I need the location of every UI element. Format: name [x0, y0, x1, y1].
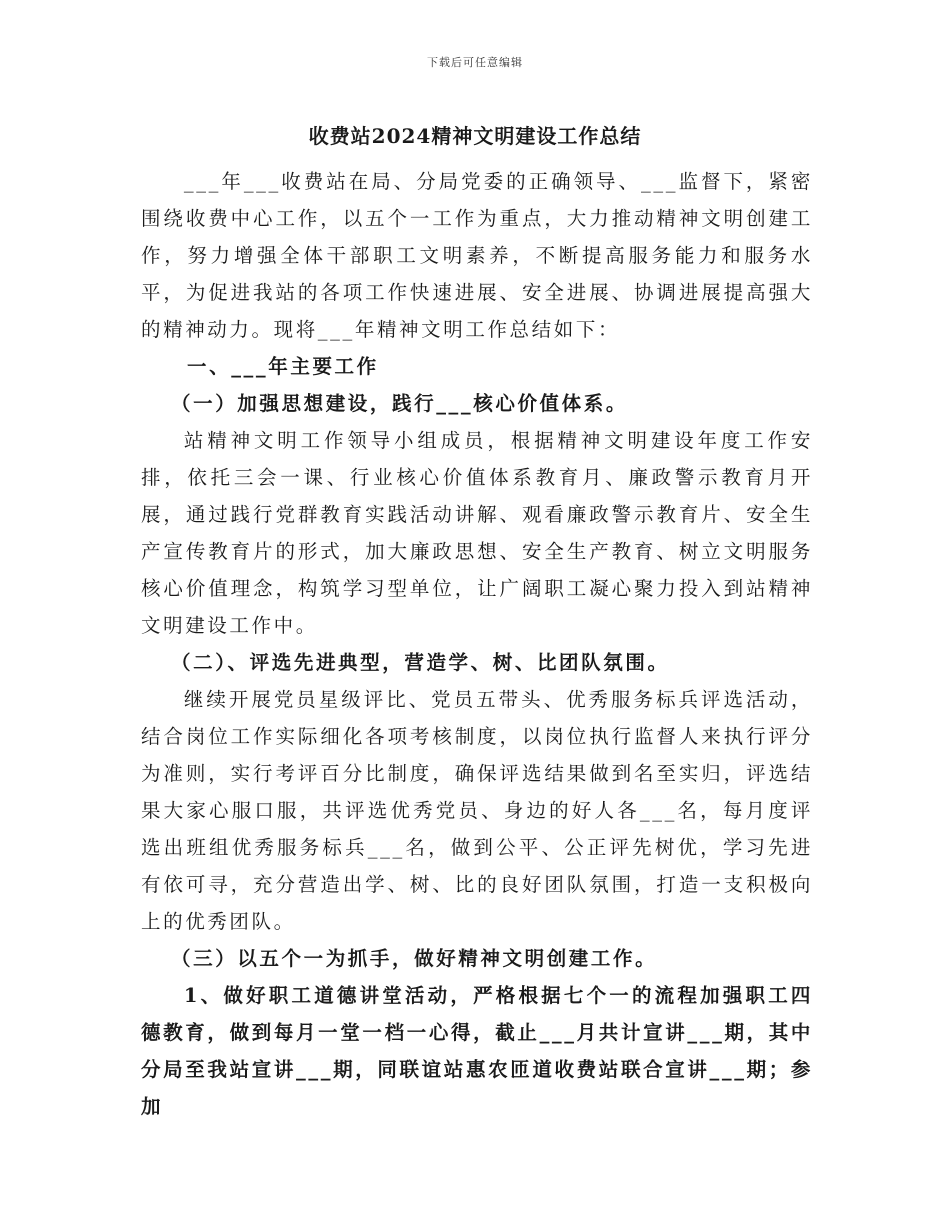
header-note: 下载后可任意编辑 [427, 56, 523, 69]
paragraph-1: 站精神文明工作领导小组成员，根据精神文明建设年度工作安排，依托三会一课、行业核心价值体系教育月、廉政警示教育月开展，通过践行党群教育实践活动讲解、观看廉政警示教育片、安全生产宣传教育片的形式，加大廉政思想、安全生产教育、树立文明服务核心价值理念，构筑学习型单位，让广阔职工凝心聚力投入到站精神文明建设工作中。 [141, 429, 813, 637]
section-heading-1: 一、___年主要工作 [187, 355, 379, 378]
intro-paragraph: ___年___收费站在局、分局党委的正确领导、___监督下，紧密围绕收费中心工作，以五个一工作为重点，大力推动精神文明创建工作，努力增强全体干部职工文明素养，不断提高服务能力和服务水平，为促进我站的各项工作快速进展、安全进展、协调进展提高强大的精神动力。现将___年精神文明工作总结如下： [141, 170, 813, 341]
document-title: 收费站2024精神文明建设工作总结 [308, 124, 642, 148]
subsection-heading-1: （一）加强思想建设，践行___核心价值体系。 [171, 392, 628, 415]
paragraph-2: 继续开展党员星级评比、党员五带头、优秀服务标兵评选活动，结合岗位工作实际细化各项考核制度，以岗位执行监督人来执行评分为准则，实行考评百分比制度，确保评选结果做到名至实归，评选结果大家心服口服，共评选优秀党员、身边的好人各___名，每月度评选出班组优秀服务标兵___名，做到公平、公正评先树优，学习先进有依可寻，充分营造出学、树、比的良好团队氛围，打造一支积极向上的优秀团队。 [141, 688, 813, 933]
document-body [141, 163, 813, 1125]
subsection-heading-3: （三）以五个一为抓手，做好精神文明创建工作。 [171, 947, 658, 970]
paragraph-3: 1、做好职工道德讲堂活动，严格根据七个一的流程加强职工四德教育，做到每月一堂一档一心得，截止___月共计宣讲___期，其中分局至我站宣讲___期，同联谊站惠农匝道收费站联合宣讲___期；参加 [141, 984, 813, 1118]
subsection-heading-2: （二）、评选先进典型，营造学、树、比团队氛围。 [171, 651, 670, 674]
